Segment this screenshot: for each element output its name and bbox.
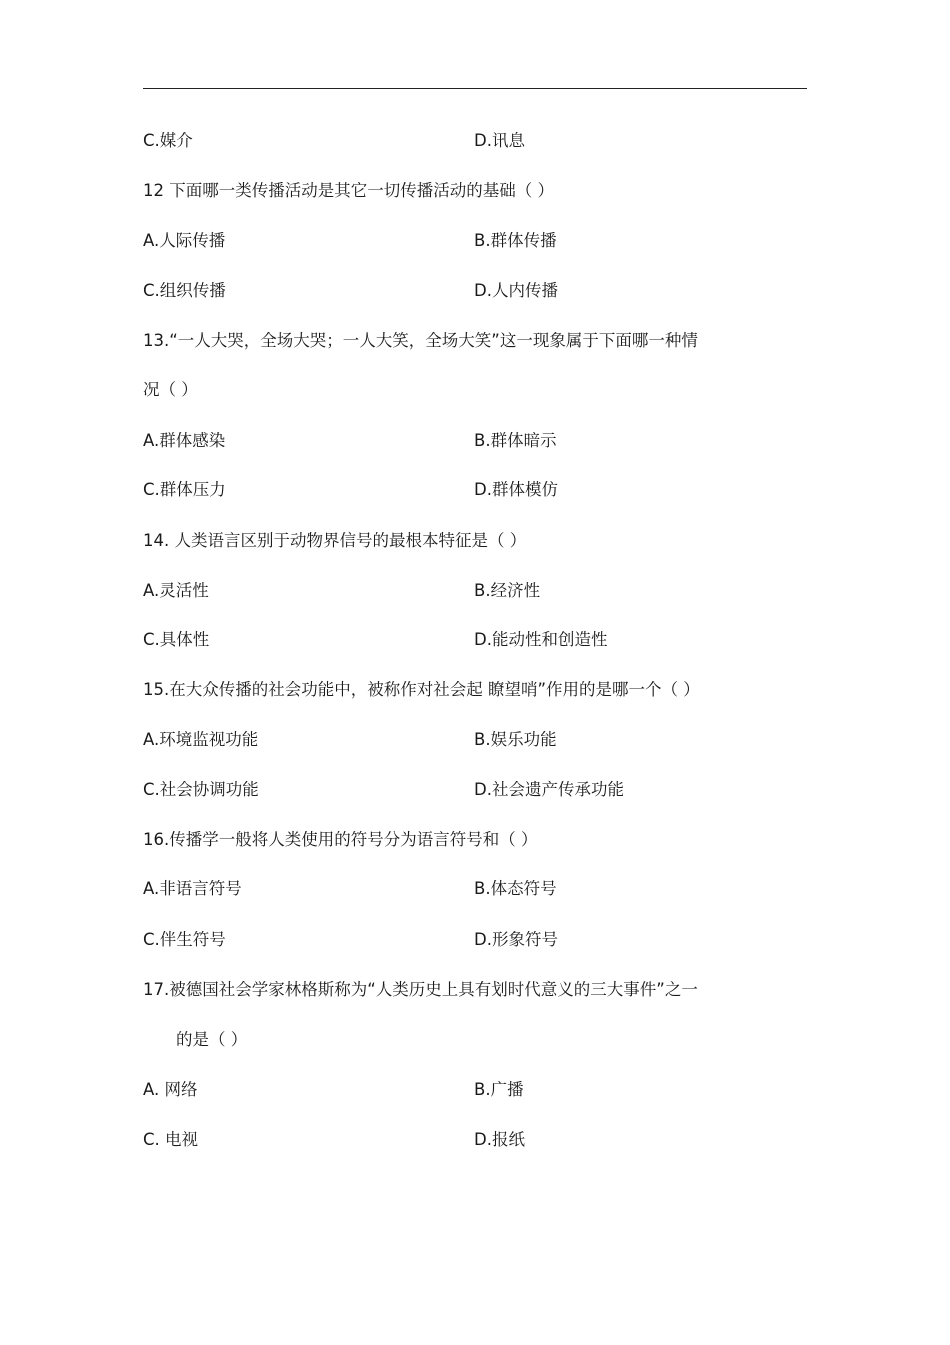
question-17: 17.被德国社会学家林格斯称为“人类历史上具有划时代意义的三大事件”之一 (143, 980, 698, 999)
option-d-15: D.社会遗产传承功能 (474, 780, 624, 799)
option-d-11: D.讯息 (474, 131, 525, 150)
option-d-12: D.人内传播 (474, 281, 558, 300)
option-a-16: A.非语言符号 (143, 879, 242, 898)
option-c-14: C.具体性 (143, 630, 210, 649)
option-d-17: D.报纸 (474, 1130, 525, 1149)
question-14: 14. 人类语言区别于动物界信号的最根本特征是（ ） (143, 531, 527, 550)
question-17-continued: 的是（ ） (176, 1030, 248, 1049)
option-b-13: B.群体暗示 (474, 431, 557, 450)
option-c-11: C.媒介 (143, 131, 193, 150)
option-c-12: C.组织传播 (143, 281, 226, 300)
option-c-13: C.群体压力 (143, 480, 226, 499)
question-13-continued: 况（ ） (143, 380, 198, 399)
option-b-17: B.广播 (474, 1080, 524, 1099)
option-c-16: C.伴生符号 (143, 930, 226, 949)
option-a-15: A.环境监视功能 (143, 730, 259, 749)
header-rule (143, 88, 807, 89)
option-c-17: C. 电视 (143, 1130, 199, 1149)
option-b-16: B.体态符号 (474, 879, 557, 898)
option-a-17: A. 网络 (143, 1080, 198, 1099)
option-a-12: A.人际传播 (143, 231, 226, 250)
option-c-15: C.社会协调功能 (143, 780, 259, 799)
option-d-13: D.群体模仿 (474, 480, 558, 499)
option-b-15: B.娱乐功能 (474, 730, 557, 749)
option-d-14: D.能动性和创造性 (474, 630, 608, 649)
option-b-12: B.群体传播 (474, 231, 557, 250)
option-d-16: D.形象符号 (474, 930, 558, 949)
question-13: 13.“一人大哭，全场大哭；一人大笑，全场大笑”这一现象属于下面哪一种情 (143, 331, 698, 350)
question-15: 15.在大众传播的社会功能中，被称作对社会起 瞭望哨”作用的是哪一个（ ） (143, 680, 700, 699)
question-12: 12 下面哪一类传播活动是其它一切传播活动的基础（ ） (143, 181, 554, 200)
option-a-13: A.群体感染 (143, 431, 226, 450)
option-a-14: A.灵活性 (143, 581, 209, 600)
option-b-14: B.经济性 (474, 581, 541, 600)
question-16: 16.传播学一般将人类使用的符号分为语言符号和（ ） (143, 830, 538, 849)
